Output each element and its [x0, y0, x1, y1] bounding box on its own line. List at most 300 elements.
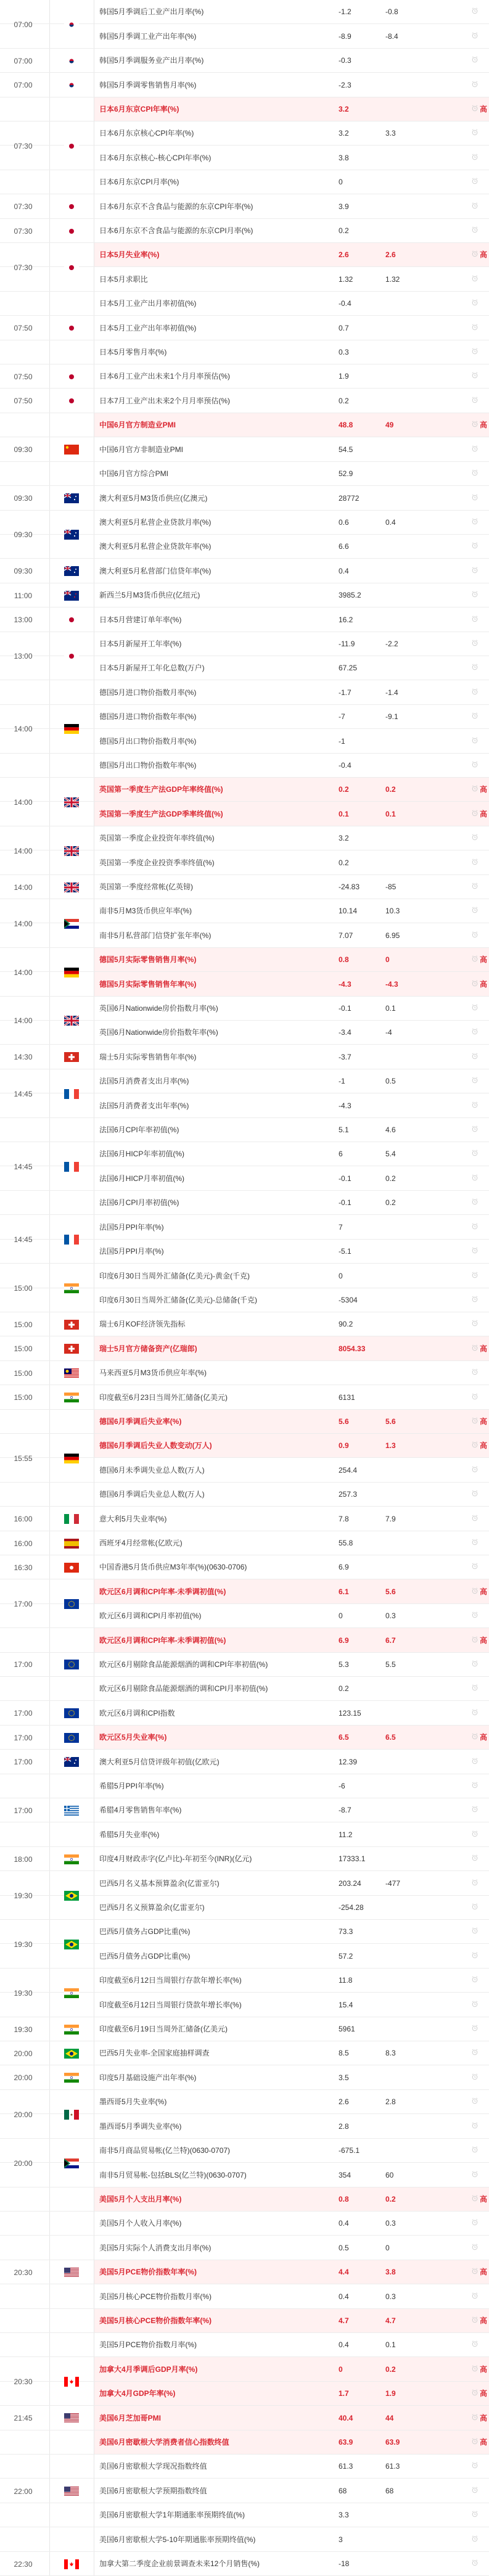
indicator-name: 澳大利亚5月私营企业贷款月率(%)	[99, 518, 212, 527]
forecast-value: 7.9	[385, 1515, 396, 1523]
alarm-clock-icon[interactable]	[466, 1604, 483, 1628]
time-group	[0, 632, 94, 680]
alarm-clock-icon[interactable]	[466, 1312, 483, 1336]
table-row	[94, 1191, 489, 1215]
previous-value: 5.3	[339, 1660, 349, 1669]
alarm-clock-icon[interactable]	[466, 2212, 483, 2236]
alarm-clock-icon[interactable]	[466, 729, 483, 754]
flag-icon-ca	[64, 2377, 89, 2393]
time-group	[0, 1336, 94, 1361]
previous-value: 254.4	[339, 1466, 358, 1475]
indicator-name: 欧元区6月调和CPI月率初值(%)	[99, 1611, 202, 1620]
event-time: 09:30	[14, 494, 33, 503]
flag-icon-jp	[64, 323, 89, 339]
flag-icon-jp	[64, 202, 89, 218]
indicator-name: 澳大利亚5月私营企业贷款年率(%)	[99, 542, 212, 551]
table-row	[94, 24, 489, 49]
table-row	[94, 2527, 489, 2552]
alarm-clock-icon[interactable]	[466, 1507, 483, 1531]
indicator-name: 日本5月新屋开工年化总数(万户)	[99, 664, 205, 672]
alarm-clock-icon[interactable]	[466, 559, 483, 583]
table-row	[94, 1410, 489, 1434]
time-group	[0, 1969, 94, 2017]
importance-badge: 高	[479, 785, 487, 794]
table-row	[94, 292, 489, 316]
previous-value: 61.3	[339, 2462, 353, 2471]
previous-value: 0.7	[339, 324, 349, 332]
previous-value: -2.3	[339, 81, 351, 89]
event-time: 16:00	[14, 1539, 33, 1548]
table-row	[94, 2552, 489, 2576]
alarm-clock-icon[interactable]	[466, 1871, 483, 1896]
table-row	[94, 2139, 489, 2163]
alarm-clock-icon[interactable]	[466, 437, 483, 462]
flag-icon-in	[64, 1988, 89, 2004]
flag-icon-br	[64, 2049, 89, 2065]
indicator-name: 马来西亚5月M3货币供应年率(%)	[99, 1368, 207, 1377]
flag-icon-gb	[64, 883, 89, 899]
indicator-name: 德国5月进口物价指数月率(%)	[99, 688, 197, 697]
table-row	[94, 2212, 489, 2236]
indicator-name: 欧元区5月失业率(%)	[99, 1733, 167, 1742]
event-time: 19:30	[14, 1891, 33, 1900]
event-time: 22:00	[14, 2487, 33, 2496]
previous-value: 0.5	[339, 2244, 349, 2252]
alarm-clock-icon[interactable]	[466, 1215, 483, 1240]
alarm-clock-icon[interactable]	[466, 997, 483, 1021]
alarm-clock-icon[interactable]	[466, 1701, 483, 1726]
flag-icon-in	[64, 1854, 89, 1870]
alarm-clock-icon[interactable]	[466, 1750, 483, 1774]
alarm-clock-icon[interactable]	[466, 826, 483, 850]
alarm-clock-icon[interactable]	[466, 2017, 483, 2041]
previous-value: 6.9	[339, 1563, 349, 1571]
previous-value: 52.9	[339, 469, 353, 478]
flag-icon-au	[64, 1757, 89, 1773]
alarm-clock-icon[interactable]	[466, 2163, 483, 2187]
forecast-value: 63.9	[385, 2438, 400, 2446]
forecast-value: 3.3	[385, 129, 396, 138]
time-group	[0, 243, 94, 292]
time-group	[0, 2357, 94, 2406]
importance-badge: 高	[479, 1733, 487, 1742]
alarm-clock-icon[interactable]	[466, 511, 483, 535]
time-group	[0, 1579, 94, 1628]
previous-value: 0.4	[339, 2219, 349, 2228]
alarm-clock-icon[interactable]	[466, 2333, 483, 2357]
alarm-clock-icon[interactable]	[466, 1385, 483, 1410]
indicator-name: 南非5月私营部门信贷扩张年率(%)	[99, 931, 212, 940]
time-group	[0, 2406, 94, 2430]
flag-icon-ch	[64, 1320, 89, 1336]
indicator-name: 日本5月新屋开工年率(%)	[99, 640, 182, 648]
indicator-name: 美国5月核心PCE物价指数月率(%)	[99, 2292, 212, 2301]
alarm-clock-icon[interactable]	[466, 1531, 483, 1555]
indicator-name: 韩国5月季调服务业产出月率(%)	[99, 56, 204, 65]
alarm-clock-icon[interactable]	[466, 1118, 483, 1142]
alarm-clock-icon[interactable]	[466, 1458, 483, 1483]
table-row	[94, 754, 489, 778]
alarm-clock-icon[interactable]	[466, 146, 483, 170]
alarm-clock-icon[interactable]	[466, 2114, 483, 2139]
table-row	[94, 875, 489, 899]
alarm-clock-icon[interactable]	[466, 1264, 483, 1288]
alarm-clock-icon[interactable]	[466, 1021, 483, 1045]
importance-badge: 高	[479, 1441, 487, 1450]
alarm-clock-icon[interactable]	[466, 2090, 483, 2114]
flag-icon-jp	[64, 263, 89, 279]
indicator-name: 中国6月官方综合PMI	[99, 469, 169, 478]
flag-icon-kr	[64, 56, 89, 72]
alarm-clock-icon[interactable]	[466, 1798, 483, 1822]
flag-icon-jp	[64, 141, 89, 157]
time-group	[0, 1385, 94, 1410]
flag-icon-jp	[64, 615, 89, 631]
alarm-clock-icon[interactable]	[466, 267, 483, 292]
time-group	[0, 219, 94, 243]
alarm-clock-icon[interactable]	[466, 1166, 483, 1191]
indicator-name: 英国第一季度生产法GDP年率终值(%)	[99, 785, 223, 794]
table-row	[94, 413, 489, 437]
event-time: 14:30	[14, 1053, 33, 1061]
alarm-clock-icon[interactable]	[466, 632, 483, 656]
alarm-clock-icon[interactable]	[466, 0, 483, 24]
previous-value: 3.9	[339, 202, 349, 211]
indicator-name: 日本6月工业产出未来1个月月率预估(%)	[99, 372, 231, 381]
alarm-clock-icon[interactable]	[466, 170, 483, 194]
indicator-name: 日本6月东京CPI年率(%)	[99, 105, 179, 113]
indicator-name: 加拿大4月季调后GDP月率(%)	[99, 2365, 198, 2374]
previous-value: 3.5	[339, 2073, 349, 2082]
previous-value: 4.7	[339, 2316, 349, 2325]
alarm-clock-icon[interactable]	[466, 486, 483, 511]
previous-value: -675.1	[339, 2146, 360, 2155]
indicator-name: 美国5月核心PCE物价指数年率(%)	[99, 2316, 212, 2325]
table-row	[94, 997, 489, 1021]
previous-value: 0.2	[339, 785, 349, 794]
table-row	[94, 1142, 489, 1166]
table-row	[94, 1166, 489, 1191]
alarm-clock-icon[interactable]	[466, 1920, 483, 1944]
importance-badge: 高	[479, 2438, 487, 2446]
event-time: 07:50	[14, 324, 33, 332]
table-row	[94, 1653, 489, 1677]
indicator-name: 美国5月个人支出月率(%)	[99, 2195, 182, 2204]
time-group	[0, 1555, 94, 1579]
alarm-clock-icon[interactable]	[466, 583, 483, 607]
alarm-clock-icon[interactable]	[466, 2065, 483, 2090]
previous-value: 0.8	[339, 955, 349, 964]
event-time: 20:30	[14, 2377, 33, 2386]
table-row	[94, 2260, 489, 2284]
previous-value: 0.4	[339, 2340, 349, 2349]
alarm-clock-icon[interactable]	[466, 656, 483, 680]
forecast-value: 60	[385, 2171, 394, 2179]
indicator-name: 德国6月季调后失业率(%)	[99, 1417, 182, 1426]
previous-value: 57.2	[339, 1952, 353, 1961]
previous-value: 0	[339, 1611, 343, 1620]
table-row	[94, 1701, 489, 1726]
alarm-clock-icon[interactable]	[466, 1774, 483, 1798]
previous-value: 354	[339, 2171, 351, 2179]
forecast-value: 6.7	[385, 1636, 396, 1645]
alarm-clock-icon[interactable]	[466, 364, 483, 389]
forecast-value: 4.7	[385, 2316, 396, 2325]
alarm-clock-icon[interactable]	[466, 1240, 483, 1264]
flag-icon-jp	[64, 651, 89, 667]
alarm-clock-icon[interactable]	[466, 2041, 483, 2065]
alarm-clock-icon[interactable]	[466, 899, 483, 923]
event-time: 20:00	[14, 2110, 33, 2119]
alarm-clock-icon[interactable]	[466, 607, 483, 632]
previous-value: -1.7	[339, 688, 351, 697]
alarm-clock-icon[interactable]	[466, 121, 483, 146]
forecast-value: -85	[385, 883, 397, 891]
alarm-clock-icon[interactable]	[466, 1653, 483, 1677]
flag-icon-gb	[64, 846, 89, 862]
previous-value: 55.8	[339, 1539, 353, 1547]
alarm-clock-icon[interactable]	[466, 1045, 483, 1069]
alarm-clock-icon[interactable]	[466, 462, 483, 486]
importance-badge: 高	[479, 1344, 487, 1353]
alarm-clock-icon[interactable]	[466, 1847, 483, 1871]
indicator-name: 日本7月工业产出未来2个月月率预估(%)	[99, 397, 231, 405]
time-group	[0, 778, 94, 826]
table-row	[94, 2065, 489, 2090]
event-time: 14:00	[14, 1016, 33, 1025]
alarm-clock-icon[interactable]	[466, 2139, 483, 2163]
time-group	[0, 292, 94, 364]
indicator-name: 欧元区6月剔除食品能源烟酒的调和CPI月率初值(%)	[99, 1684, 268, 1693]
alarm-clock-icon[interactable]	[466, 2503, 483, 2527]
time-group	[0, 97, 94, 194]
previous-value: 3.2	[339, 129, 349, 138]
table-row	[94, 1677, 489, 1701]
previous-value: 40.4	[339, 2414, 353, 2422]
previous-value: 17333.1	[339, 1854, 366, 1863]
indicator-name: 印度4月财政赤字(亿卢比)-年初至今(INR)(亿元)	[99, 1854, 252, 1863]
alarm-clock-icon[interactable]	[466, 754, 483, 778]
forecast-value: 5.4	[385, 1150, 396, 1158]
indicator-name: 印度6月30日当周外汇储备(亿美元)-总储备(千克)	[99, 1296, 258, 1304]
table-row	[94, 1215, 489, 1240]
forecast-value: -9.1	[385, 712, 398, 721]
alarm-clock-icon[interactable]	[466, 1361, 483, 1385]
previous-value: 67.25	[339, 664, 358, 672]
event-time: 07:00	[14, 20, 33, 29]
previous-value: 6.9	[339, 1636, 349, 1645]
previous-value: -4.3	[339, 980, 351, 989]
previous-value: -4.3	[339, 1101, 351, 1110]
previous-value: 5961	[339, 2025, 355, 2033]
previous-value: 2.6	[339, 2097, 349, 2106]
table-row	[94, 632, 489, 656]
previous-value: 6.6	[339, 542, 349, 551]
alarm-clock-icon[interactable]	[466, 1288, 483, 1312]
table-row	[94, 559, 489, 583]
previous-value: 3	[339, 2535, 343, 2544]
previous-value: 11.2	[339, 1830, 353, 1839]
alarm-clock-icon[interactable]	[466, 2455, 483, 2479]
alarm-clock-icon[interactable]	[466, 389, 483, 413]
previous-value: 28772	[339, 494, 360, 503]
table-row	[94, 1847, 489, 1871]
previous-value: -8.7	[339, 1806, 351, 1814]
table-row	[94, 364, 489, 389]
forecast-value: 49	[385, 421, 394, 429]
alarm-clock-icon[interactable]	[466, 2527, 483, 2552]
alarm-clock-icon[interactable]	[466, 1969, 483, 1993]
alarm-clock-icon[interactable]	[466, 1093, 483, 1118]
previous-value: 0.8	[339, 2195, 349, 2204]
table-row	[94, 705, 489, 729]
alarm-clock-icon[interactable]	[466, 875, 483, 899]
alarm-clock-icon[interactable]	[466, 850, 483, 875]
forecast-value: -477	[385, 1879, 401, 1888]
previous-value: -1.2	[339, 7, 351, 16]
table-row	[94, 2017, 489, 2041]
previous-value: 63.9	[339, 2438, 353, 2446]
alarm-clock-icon[interactable]	[466, 1142, 483, 1166]
forecast-value: 2.8	[385, 2097, 396, 2106]
indicator-name: 欧元区6月剔除食品能源烟酒的调和CPI年率初值(%)	[99, 1660, 268, 1669]
alarm-clock-icon[interactable]	[466, 24, 483, 49]
flag-icon-au	[64, 493, 89, 509]
time-group	[0, 1361, 94, 1385]
alarm-clock-icon[interactable]	[466, 1555, 483, 1579]
forecast-value: 0.2	[385, 2365, 396, 2374]
indicator-name: 美国5月PCE物价指数月率(%)	[99, 2340, 197, 2349]
indicator-name: 法国6月HICP年率初值(%)	[99, 1150, 185, 1158]
previous-value: -11.9	[339, 640, 355, 648]
table-row	[94, 1434, 489, 1458]
time-group	[0, 1726, 94, 1750]
event-time: 17:00	[14, 1806, 33, 1815]
event-time: 20:30	[14, 2268, 33, 2277]
alarm-clock-icon[interactable]	[466, 923, 483, 948]
alarm-clock-icon[interactable]	[466, 340, 483, 364]
table-row	[94, 1969, 489, 1993]
importance-badge: 高	[479, 955, 487, 964]
table-row	[94, 1483, 489, 1507]
alarm-clock-icon[interactable]	[466, 2552, 483, 2576]
previous-value: 3.3	[339, 2511, 349, 2519]
indicator-name: 希腊5月失业率(%)	[99, 1830, 160, 1839]
importance-badge: 高	[479, 2195, 487, 2204]
flag-icon-fr	[64, 1235, 89, 1251]
time-group	[0, 1069, 94, 1118]
indicator-name: 印度截至6月23日当周外汇储备(亿美元)	[99, 1393, 228, 1402]
alarm-clock-icon[interactable]	[466, 2236, 483, 2260]
alarm-clock-icon[interactable]	[466, 1993, 483, 2017]
alarm-clock-icon[interactable]	[466, 1677, 483, 1701]
forecast-value: -4.3	[385, 980, 398, 989]
event-time: 14:00	[14, 968, 33, 977]
alarm-clock-icon[interactable]	[466, 1896, 483, 1920]
alarm-clock-icon[interactable]	[466, 1944, 483, 1969]
alarm-clock-icon[interactable]	[466, 2284, 483, 2309]
flag-icon-au	[64, 530, 89, 546]
previous-value: 3.8	[339, 154, 349, 162]
event-time: 07:50	[14, 372, 33, 381]
alarm-clock-icon[interactable]	[466, 535, 483, 559]
event-time: 17:00	[14, 1709, 33, 1718]
indicator-name: 法国6月CPI月率初值(%)	[99, 1198, 179, 1207]
table-row	[94, 1579, 489, 1604]
importance-badge: 高	[479, 421, 487, 429]
forecast-value: 0.3	[385, 2292, 396, 2301]
alarm-clock-icon[interactable]	[466, 219, 483, 243]
forecast-value: 0.3	[385, 2219, 396, 2228]
alarm-clock-icon[interactable]	[466, 194, 483, 219]
time-group	[0, 607, 94, 632]
forecast-value: 0.1	[385, 810, 396, 818]
table-row	[94, 1507, 489, 1531]
alarm-clock-icon[interactable]	[466, 705, 483, 729]
indicator-name: 美国5月实际个人消费支出月率(%)	[99, 2244, 212, 2252]
previous-value: -0.3	[339, 56, 351, 65]
table-row	[94, 2090, 489, 2114]
indicator-name: 巴西5月名义基本预算盈余(亿雷亚尔)	[99, 1879, 220, 1888]
previous-value: -0.1	[339, 1174, 351, 1183]
indicator-name: 印度5月基础设施产出年率(%)	[99, 2073, 197, 2082]
indicator-name: 德国5月出口物价指数月率(%)	[99, 737, 197, 746]
alarm-clock-icon[interactable]	[466, 49, 483, 73]
flag-icon-eu	[64, 1599, 89, 1615]
alarm-clock-icon[interactable]	[466, 316, 483, 340]
alarm-clock-icon[interactable]	[466, 1191, 483, 1215]
table-row	[94, 1069, 489, 1093]
alarm-clock-icon[interactable]	[466, 680, 483, 705]
event-time: 15:55	[14, 1454, 33, 1463]
alarm-clock-icon[interactable]	[466, 1822, 483, 1847]
event-time: 14:00	[14, 798, 33, 807]
previous-value: 0	[339, 1272, 343, 1280]
event-time: 17:00	[14, 1734, 33, 1742]
indicator-name: 希腊4月零售销售年率(%)	[99, 1806, 182, 1814]
forecast-value: 0.1	[385, 1004, 396, 1013]
alarm-clock-icon[interactable]	[466, 73, 483, 97]
importance-badge: 高	[479, 2414, 487, 2422]
alarm-clock-icon[interactable]	[466, 1483, 483, 1507]
table-row	[94, 972, 489, 997]
indicator-name: 南非5月贸易帐-包括BLS(亿兰特)(0630-0707)	[99, 2171, 247, 2179]
table-row	[94, 1628, 489, 1653]
time-group	[0, 1628, 94, 1701]
forecast-value: 1.32	[385, 275, 400, 284]
indicator-name: 中国6月官方制造业PMI	[99, 421, 176, 429]
indicator-name: 美国5月个人收入月率(%)	[99, 2219, 182, 2228]
table-row	[94, 1458, 489, 1483]
previous-value: 90.2	[339, 1320, 353, 1328]
time-group	[0, 364, 94, 389]
time-group	[0, 826, 94, 875]
indicator-name: 法国6月CPI年率初值(%)	[99, 1125, 179, 1134]
time-group	[0, 2552, 94, 2576]
alarm-clock-icon[interactable]	[466, 292, 483, 316]
event-time: 20:00	[14, 2073, 33, 2082]
indicator-name: 澳大利亚5月M3货币供应(亿澳元)	[99, 494, 208, 503]
indicator-name: 墨西哥5月季调失业率(%)	[99, 2122, 182, 2131]
event-time: 14:00	[14, 883, 33, 892]
event-time: 11:00	[14, 591, 33, 600]
previous-value: 1.7	[339, 2389, 349, 2398]
flag-icon-jp	[64, 226, 89, 242]
alarm-clock-icon[interactable]	[466, 2479, 483, 2503]
event-time: 07:30	[14, 142, 33, 150]
flag-icon-de	[64, 968, 89, 984]
alarm-clock-icon[interactable]	[466, 1069, 483, 1093]
